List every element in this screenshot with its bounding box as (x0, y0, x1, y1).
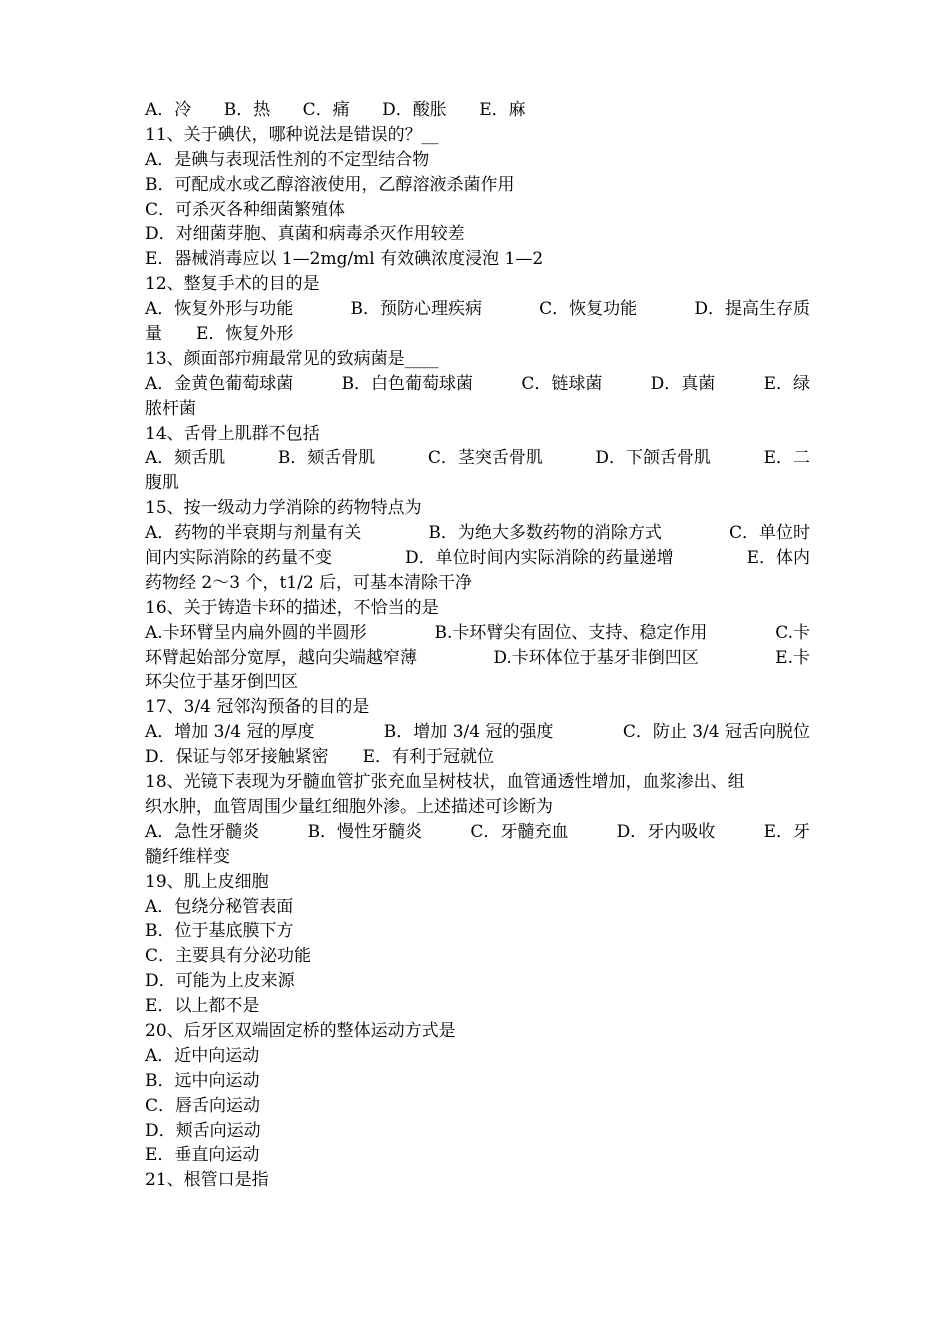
q20-option-c: C．唇舌向运动 (145, 1095, 261, 1116)
q15-options-line-2 (145, 546, 810, 571)
q18-option-e: E．牙 (763, 821, 810, 842)
q14-options-line-1 (145, 446, 810, 471)
q15-option-a: A．药物的半衰期与剂量有关 (145, 523, 362, 544)
q10-option-d: D．酸胀 (382, 100, 447, 120)
q15-option-b: B．为绝大多数药物的消除方式 (428, 523, 662, 544)
q16-option-c-end: 环臂起始部分宽厚，越向尖端越窄薄 (145, 647, 417, 668)
q18-options-line-1 (145, 820, 810, 845)
q17-option-c: C．防止 3/4 冠舌向脱位 (622, 722, 810, 743)
q10-option-b: B．热 (223, 100, 271, 120)
q17-option-a: A．增加 3/4 冠的厚度 (145, 722, 315, 743)
q16-options-line-3: 环尖位于基牙倒凹区 (145, 672, 298, 693)
q16-option-b: B.卡环臂尖有固位、支持、稳定作用 (434, 622, 708, 643)
q13-option-d: D．真菌 (650, 373, 716, 394)
q14-option-a: A．颏舌肌 (145, 448, 226, 469)
q14-option-d: D．下颌舌骨肌 (595, 448, 712, 469)
q20-option-d: D．颊舌向运动 (145, 1120, 261, 1141)
q18-option-a: A．急性牙髓炎 (145, 821, 260, 842)
q13-option-b: B．白色葡萄球菌 (341, 373, 474, 394)
q16-option-e-start: E.卡 (775, 647, 810, 668)
q21-stem: 21、根管口是指 (145, 1170, 269, 1191)
q20-option-a: A．近中向运动 (145, 1045, 260, 1066)
q19-option-a: A．包绕分秘管表面 (145, 896, 294, 917)
q12-stem: 12、整复手术的目的是 (145, 274, 320, 295)
q13-option-c: C．链球菌 (521, 373, 603, 394)
q15-stem: 15、按一级动力学消除的药物特点为 (145, 498, 422, 519)
q18-stem-line-2: 织水肿，血管周围少量红细胞外渗。上述描述可诊断为 (145, 796, 553, 817)
q19-option-e: E．以上都不是 (145, 996, 260, 1017)
q20-option-e: E．垂直向运动 (145, 1145, 260, 1166)
q18-stem-line-1: 18、光镜下表现为牙髓血管扩张充血呈树枝状，血管通透性增加，血浆渗出、组 (145, 772, 745, 793)
q14-options-line-2: 腹肌 (145, 473, 179, 494)
q13-options-line-1 (145, 372, 810, 397)
q12-option-d: D．提高生存质 (694, 299, 810, 320)
q17-options-line-1 (145, 720, 810, 745)
q15-option-d: D．单位时间内实际消除的药量递增 (404, 548, 674, 569)
q10-option-e: E．麻 (479, 100, 526, 120)
q19-option-c: C．主要具有分泌功能 (145, 946, 312, 967)
q17-options-line-2: D．保证与邻牙接触紧密 E．有利于冠就位 (145, 747, 495, 768)
q16-option-d: D.卡环体位于基牙非倒凹区 (493, 647, 699, 668)
q12-option-a: A．恢复外形与功能 (145, 299, 294, 320)
q11-option-a: A．是碘与表现活性剂的不定型结合物 (145, 149, 430, 170)
q18-option-b: B．慢性牙髓炎 (307, 821, 423, 842)
q16-option-a: A.卡环臂呈内扁外圆的半圆形 (145, 622, 367, 643)
q12-option-b: B．预防心理疾病 (350, 299, 482, 320)
q15-option-c-end: 间内实际消除的药量不变 (145, 548, 332, 569)
q20-option-b: B．远中向运动 (145, 1070, 260, 1091)
q19-stem: 19、肌上皮细胞 (145, 871, 269, 892)
q14-option-b: B．颏舌骨肌 (277, 448, 376, 469)
q13-options-line-2: 脓杆菌 (145, 398, 196, 419)
q11-option-e: E．器械消毒应以 1—2mg/ml 有效碘浓度浸泡 1—2 (145, 249, 544, 270)
q19-option-d: D．可能为上皮来源 (145, 971, 295, 992)
q11-stem: 11、关于碘伏，哪种说法是错误的？__ (145, 124, 439, 145)
q17-stem: 17、3/4 冠邻沟预备的目的是 (145, 697, 370, 718)
q10-option-a: A．冷 (145, 100, 192, 120)
q15-option-c-start: C．单位时 (728, 523, 810, 544)
q11-option-b: B．可配成水或乙醇溶液使用，乙醇溶液杀菌作用 (145, 174, 515, 195)
q19-option-b: B．位于基底膜下方 (145, 921, 294, 942)
q16-options-line-1 (145, 621, 810, 646)
q14-option-c: C．茎突舌骨肌 (427, 448, 543, 469)
q20-stem: 20、后牙区双端固定桥的整体运动方式是 (145, 1020, 456, 1041)
q16-option-c-start: C.卡 (775, 622, 810, 643)
q15-options-line-3: 药物经 2～3 个，t1/2 后，可基本清除干净 (145, 572, 473, 593)
q16-options-line-2 (145, 646, 810, 671)
q12-options-line-1 (145, 297, 810, 322)
q13-option-a: A．金黄色葡萄球菌 (145, 373, 294, 394)
q10-options (145, 98, 810, 123)
q17-option-b: B．增加 3/4 冠的强度 (383, 722, 554, 743)
q18-option-c: C．牙髓充血 (470, 821, 569, 842)
q14-option-e: E．二 (763, 448, 810, 469)
q13-option-e: E．绿 (763, 373, 810, 394)
q11-option-c: C．可杀灭各种细菌繁殖体 (145, 199, 346, 220)
q15-options-line-1 (145, 521, 810, 546)
q16-stem: 16、关于铸造卡环的描述，不恰当的是 (145, 597, 439, 618)
q12-options-line-2: 量 E．恢复外形 (145, 324, 294, 345)
q15-option-e-start: E．体内 (746, 548, 810, 569)
document-body (145, 98, 810, 1193)
q11-option-d: D．对细菌芽胞、真菌和病毒杀灭作用较差 (145, 224, 465, 245)
q18-option-d: D．牙内吸收 (616, 821, 716, 842)
q13-stem: 13、颜面部疖痈最常见的致病菌是____ (145, 348, 439, 369)
q18-options-line-2: 髓纤维样变 (145, 846, 230, 867)
q10-option-c: C．痛 (302, 100, 350, 120)
q12-option-c: C．恢复功能 (539, 299, 638, 320)
q14-stem: 14、舌骨上肌群不包括 (145, 423, 320, 444)
